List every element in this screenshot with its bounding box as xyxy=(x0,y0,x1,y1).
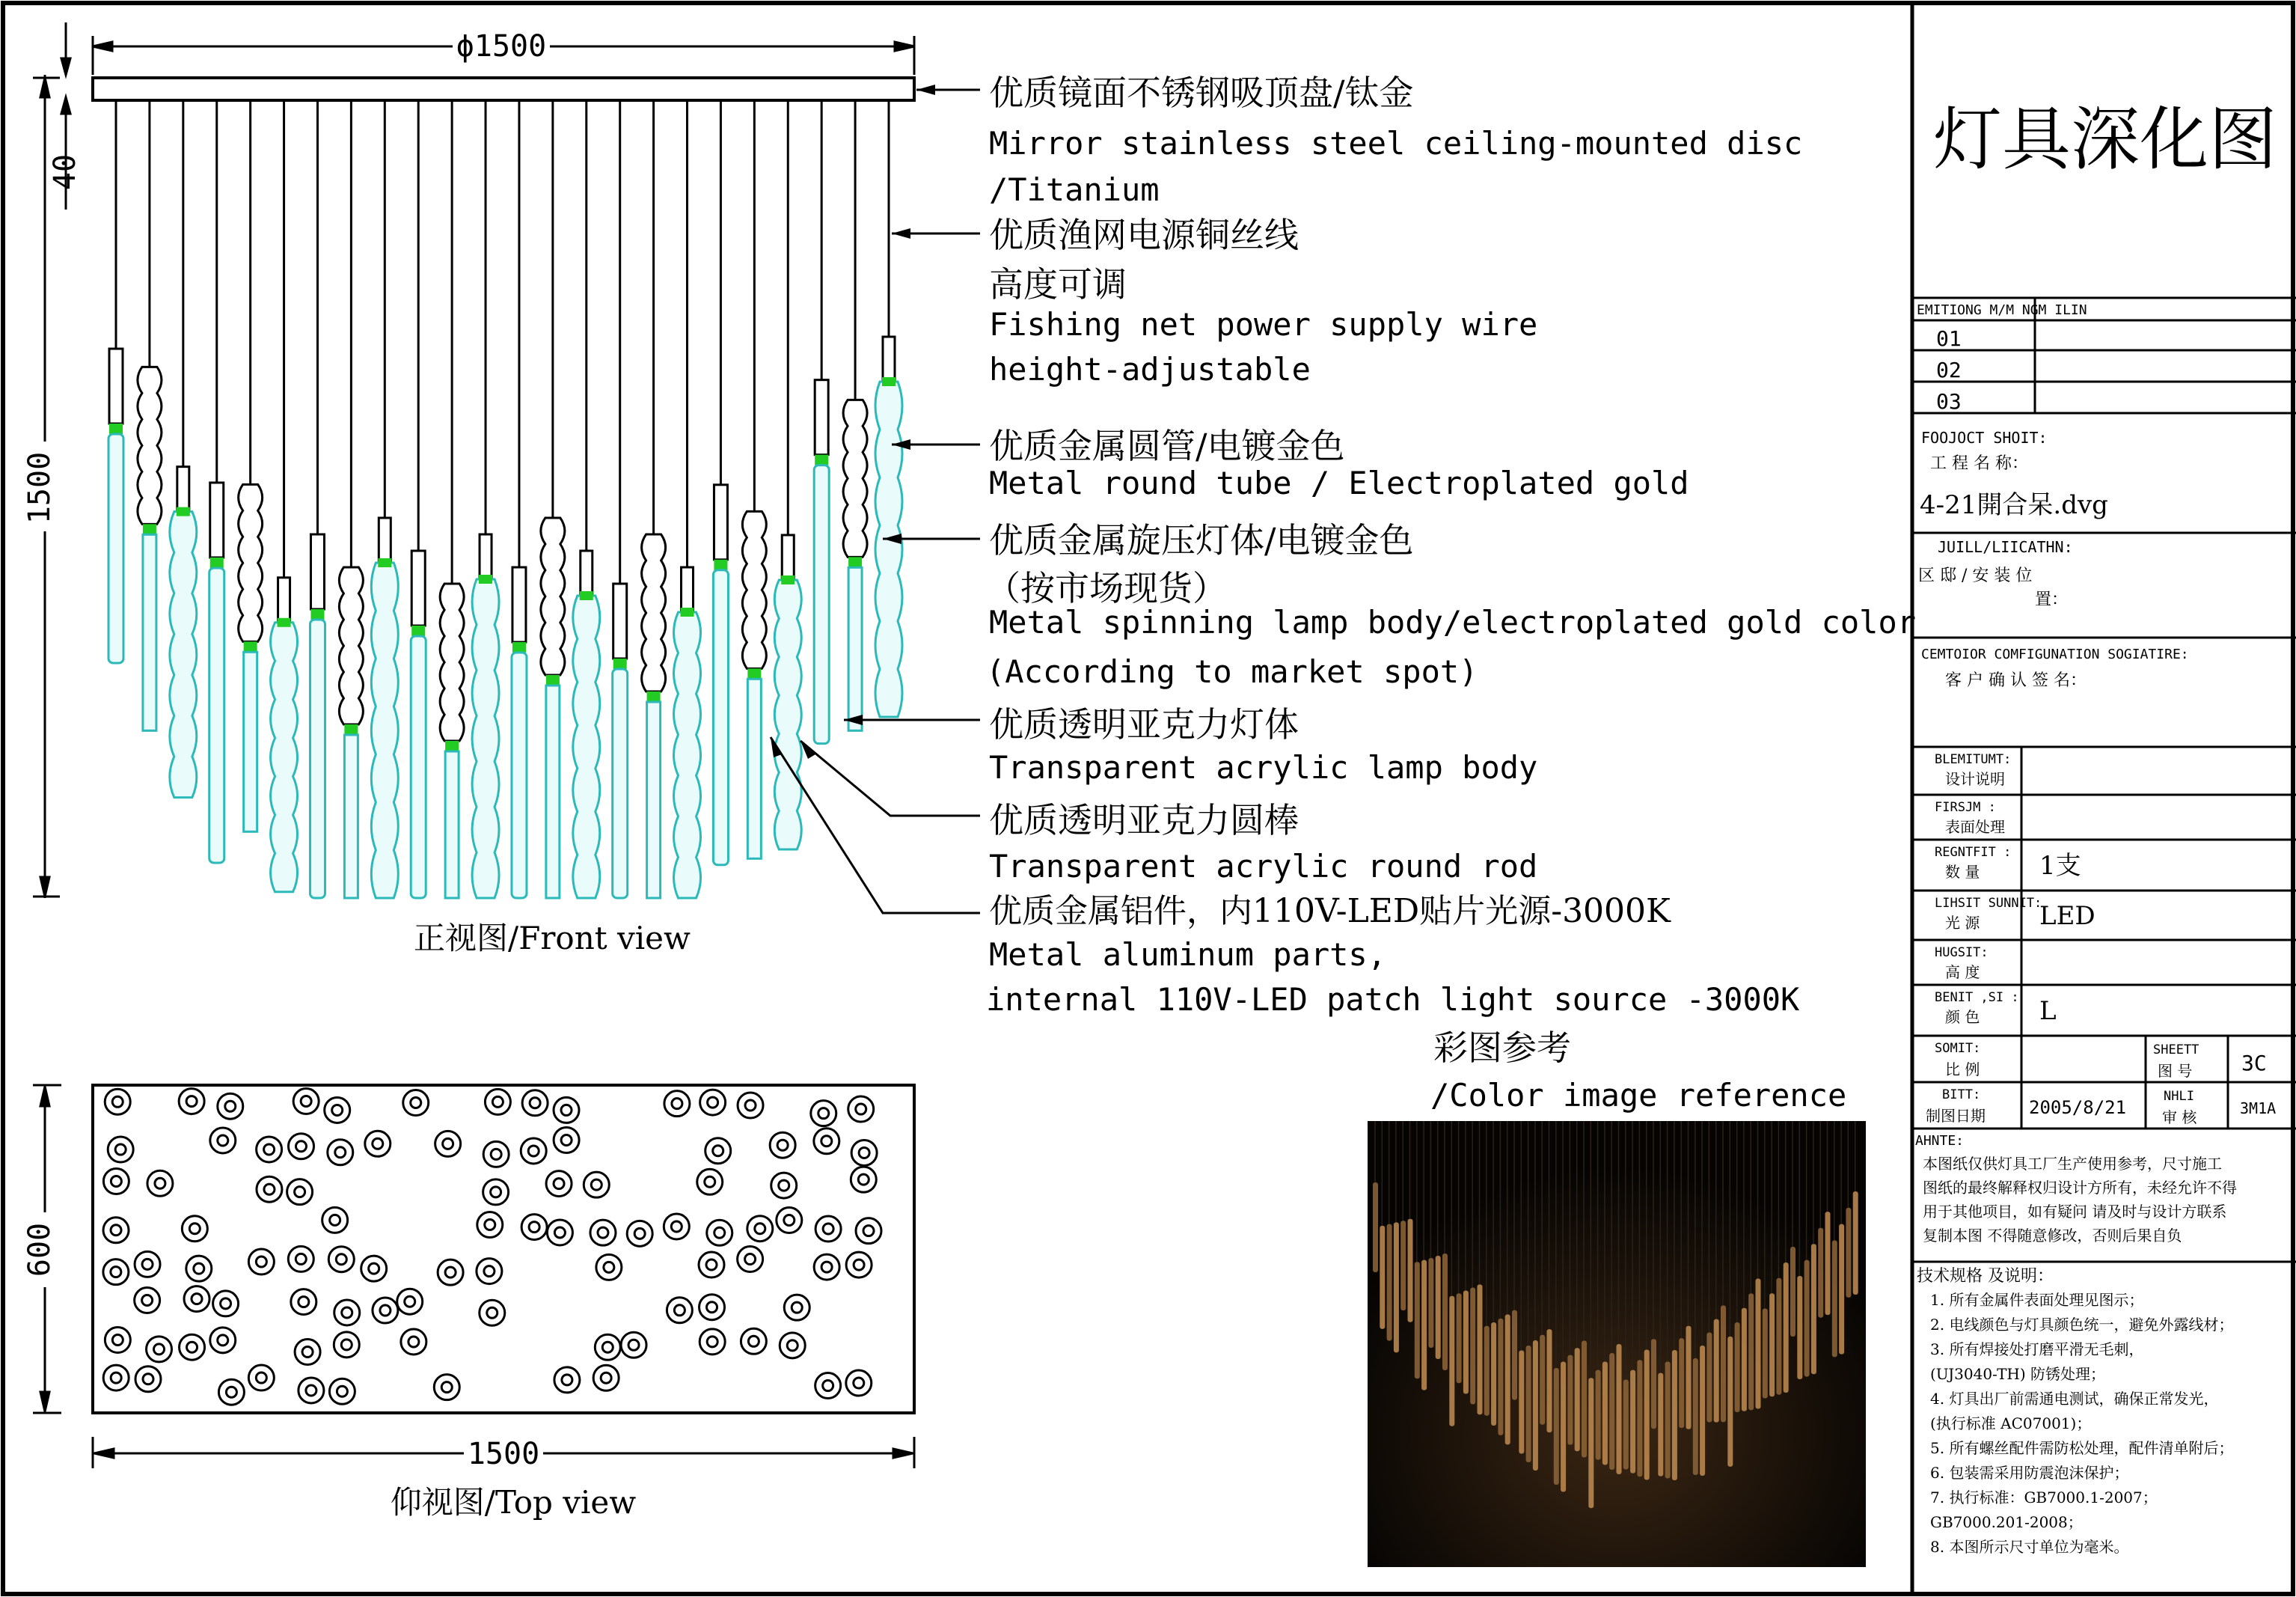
pendant xyxy=(613,100,628,898)
width-dim-label: ϕ1500 xyxy=(456,29,547,64)
scale-label: SOMIT: xyxy=(1935,1041,1981,1056)
pendant xyxy=(310,100,325,898)
pendant xyxy=(440,100,464,898)
date-label: BITT: xyxy=(1942,1087,1981,1102)
drawn-label: NHLI xyxy=(2164,1089,2194,1104)
pendant xyxy=(713,100,728,865)
annotation-3-en-1: Metal round tube / Electroplated gold xyxy=(989,465,1689,501)
annotation-5-en-1: Transparent acrylic lamp body xyxy=(989,749,1538,786)
build-label-cn: 区 邸 / 安 装 位 xyxy=(1918,567,2033,585)
pendant xyxy=(371,100,398,898)
photo-label-cn: 彩图参考 xyxy=(1433,1027,1571,1068)
row-label-cn: 表面处理 xyxy=(1945,818,2005,836)
annotation-4-cn2: （按市场现货） xyxy=(986,568,1227,608)
annotation-1-cn: 优质镜面不锈钢吸顶盘/钛金 xyxy=(989,73,1414,113)
annotation-7-en-2: internal 110V-LED patch light source -3000K xyxy=(986,981,1800,1018)
notes-intro xyxy=(1923,1155,2237,1245)
pendant xyxy=(814,100,829,744)
file-name: 4-21開合呆.dvg xyxy=(1920,490,2108,520)
tech-note-line: GB7000.201-2008； xyxy=(1930,1513,2083,1531)
row-label: BLEMITUMT: xyxy=(1935,752,2012,767)
title-block-row xyxy=(1935,752,2011,788)
scale-label-cn: 比 例 xyxy=(1945,1060,1980,1078)
title-block-row xyxy=(1935,945,1989,981)
top-view-caption: 仰视图/Top view xyxy=(390,1484,637,1521)
annotation-2-cn: 优质渔网电源铜丝线 xyxy=(989,215,1299,255)
tech-note-line: 3. 所有焊接处打磨平滑无毛刺， xyxy=(1930,1340,2144,1358)
title-block-row xyxy=(1935,800,2005,836)
pendant xyxy=(843,100,867,730)
tech-note-line: 6. 包装需采用防震泡沫保护； xyxy=(1930,1464,2129,1482)
pendant xyxy=(271,100,298,892)
row-label-cn: 颜 色 xyxy=(1945,1008,1980,1026)
row-label: FIRSJM : xyxy=(1935,800,1996,815)
project-label-cn: 工 程 名 称： xyxy=(1930,454,2028,473)
annotation-2-en-1: Fishing net power supply wire xyxy=(989,306,1538,343)
tech-note-line: 1. 所有金属件表面处理见图示； xyxy=(1930,1291,2144,1309)
disc-dim-label: 40 xyxy=(48,153,82,191)
revision-03: 03 xyxy=(1936,389,1962,414)
sheet-label: SHEETT xyxy=(2153,1042,2199,1057)
annotation-texts xyxy=(986,73,1916,1018)
annotation-5-cn: 优质透明亚克力灯体 xyxy=(989,704,1299,745)
pendant xyxy=(742,100,766,858)
tech-note-line: 5. 所有螺丝配件需防松处理，配件清单附后； xyxy=(1930,1439,2234,1457)
pendants xyxy=(108,100,902,898)
ceiling-disc xyxy=(93,78,914,100)
pendant xyxy=(875,100,902,717)
sheet-label-cn: 图 号 xyxy=(2158,1062,2193,1080)
height-dim-label: 1500 xyxy=(22,451,57,525)
pendant xyxy=(170,100,197,798)
row-label: REGNTFIT : xyxy=(1935,845,2012,860)
sheet-value: 3C xyxy=(2241,1051,2267,1075)
annotation-1-en-2: /Titanium xyxy=(989,171,1160,208)
row-label-cn: 高 度 xyxy=(1945,963,1980,981)
pendant xyxy=(339,100,363,898)
pendant xyxy=(108,100,123,663)
tech-note-line: 4. 灯具出厂前需通电测试，确保正常发光， xyxy=(1930,1390,2219,1408)
pendant xyxy=(674,100,701,898)
tech-note-line: 8. 本图所示尺寸单位为毫米。 xyxy=(1930,1538,2129,1556)
pendant xyxy=(411,100,426,898)
annotation-7-en-1: Metal aluminum parts, xyxy=(989,936,1387,973)
photo-label-en: /Color image reference xyxy=(1430,1077,1847,1114)
annotation-2-cn2: 高度可调 xyxy=(989,264,1127,305)
date-label-cn: 制图日期 xyxy=(1926,1107,1986,1125)
annotation-6-cn: 优质透明亚克力圆棒 xyxy=(989,800,1299,840)
build-label-cn2: 置： xyxy=(2035,590,2069,609)
note-line: 本图纸仅供灯具工厂生产使用参考，尺寸施工 xyxy=(1923,1155,2222,1173)
annotation-6-en-1: Transparent acrylic round rod xyxy=(989,848,1538,885)
row-label-cn: 设计说明 xyxy=(1945,770,2005,788)
front-view-caption: 正视图/Front view xyxy=(414,920,691,956)
photo-background xyxy=(1368,1121,1866,1567)
annotation-4-cn: 优质金属旋压灯体/电镀金色 xyxy=(989,520,1414,561)
revision-02: 02 xyxy=(1936,358,1962,382)
row-value: 1支 xyxy=(2039,851,2081,881)
pendant xyxy=(138,100,162,730)
row-label: BENIT ,SI : xyxy=(1935,990,2019,1005)
revision-01: 01 xyxy=(1936,326,1962,351)
confirm-label: CEMTOIOR COMFIGUNATION SOGIATIRE: xyxy=(1921,647,2189,662)
top-view-height-label: 600 xyxy=(22,1222,57,1277)
build-label: JUILL/LIICATHN: xyxy=(1938,538,2073,556)
confirm-label-cn: 客 户 确 认 签 名： xyxy=(1945,671,2087,690)
pendant xyxy=(209,100,224,863)
title-block-row xyxy=(1935,845,2081,881)
drawn-value: 3M1A xyxy=(2240,1099,2277,1117)
drawing-title: 灯具深化图 xyxy=(1932,100,2278,180)
top-view-width-label: 1500 xyxy=(467,1437,540,1471)
annotation-4-en-2: (According to market spot) xyxy=(986,653,1478,690)
annotation-7-cn: 优质金属铝件，内110V-LED贴片光源-3000K xyxy=(989,892,1671,930)
pendant xyxy=(541,100,565,898)
annotation-1-en-1: Mirror stainless steel ceiling-mounted disc xyxy=(989,125,1803,162)
row-label: HUGSIT: xyxy=(1935,945,1989,960)
color-reference-photo xyxy=(1368,1027,1866,1567)
note-line: 复制本图 不得随意修改，否则后果自负 xyxy=(1923,1227,2182,1245)
tech-note-line: (执行标准 AC07001)； xyxy=(1930,1414,2092,1432)
tech-note-line: 7. 执行标准：GB7000.1-2007； xyxy=(1930,1488,2158,1506)
row-value: LED xyxy=(2039,901,2096,931)
front-view xyxy=(22,22,914,956)
annotation-4-en-1: Metal spinning lamp body/electroplated gold color xyxy=(989,604,1917,641)
date-value: 2005/8/21 xyxy=(2029,1097,2127,1118)
annotation-3-cn: 优质金属圆管/电镀金色 xyxy=(989,426,1345,466)
pendant xyxy=(472,100,499,898)
title-block xyxy=(1912,3,2296,1594)
row-value: L xyxy=(2039,996,2057,1026)
pendant xyxy=(512,100,527,898)
notes-header: AHNTE: xyxy=(1915,1133,1965,1149)
revision-header: EMITIONG M/M NGM ILIN xyxy=(1917,302,2087,318)
drawn-label-cn: 审 核 xyxy=(2162,1108,2197,1126)
row-label-cn: 数 量 xyxy=(1945,863,1980,881)
title-block-row xyxy=(1935,990,2057,1026)
annotation-2-en-2: height-adjustable xyxy=(989,351,1311,388)
row-label-cn: 光 源 xyxy=(1945,914,1980,932)
pendant xyxy=(642,100,666,898)
pendant xyxy=(239,100,263,831)
row-label: LIHSIT SUNNIT: xyxy=(1935,896,2042,911)
title-block-row xyxy=(1935,896,2096,932)
tech-note-line: 2. 电线颜色与灯具颜色统一，避免外露线材； xyxy=(1930,1316,2234,1334)
tech-note-line: (UJ3040-TH) 防锈处理； xyxy=(1930,1365,2106,1383)
tech-notes xyxy=(1930,1291,2233,1556)
top-view xyxy=(22,1085,914,1521)
tech-header: 技术规格 及说明： xyxy=(1917,1267,2054,1286)
pendant xyxy=(573,100,600,898)
project-label: FOOJOCT SHOIT: xyxy=(1921,429,2048,447)
note-line: 用于其他项目，如有疑问 请及时与设计方联系 xyxy=(1923,1203,2227,1221)
note-line: 图纸的最终解释权归设计方所有，未经允许不得 xyxy=(1923,1179,2237,1197)
pendant xyxy=(774,100,801,849)
